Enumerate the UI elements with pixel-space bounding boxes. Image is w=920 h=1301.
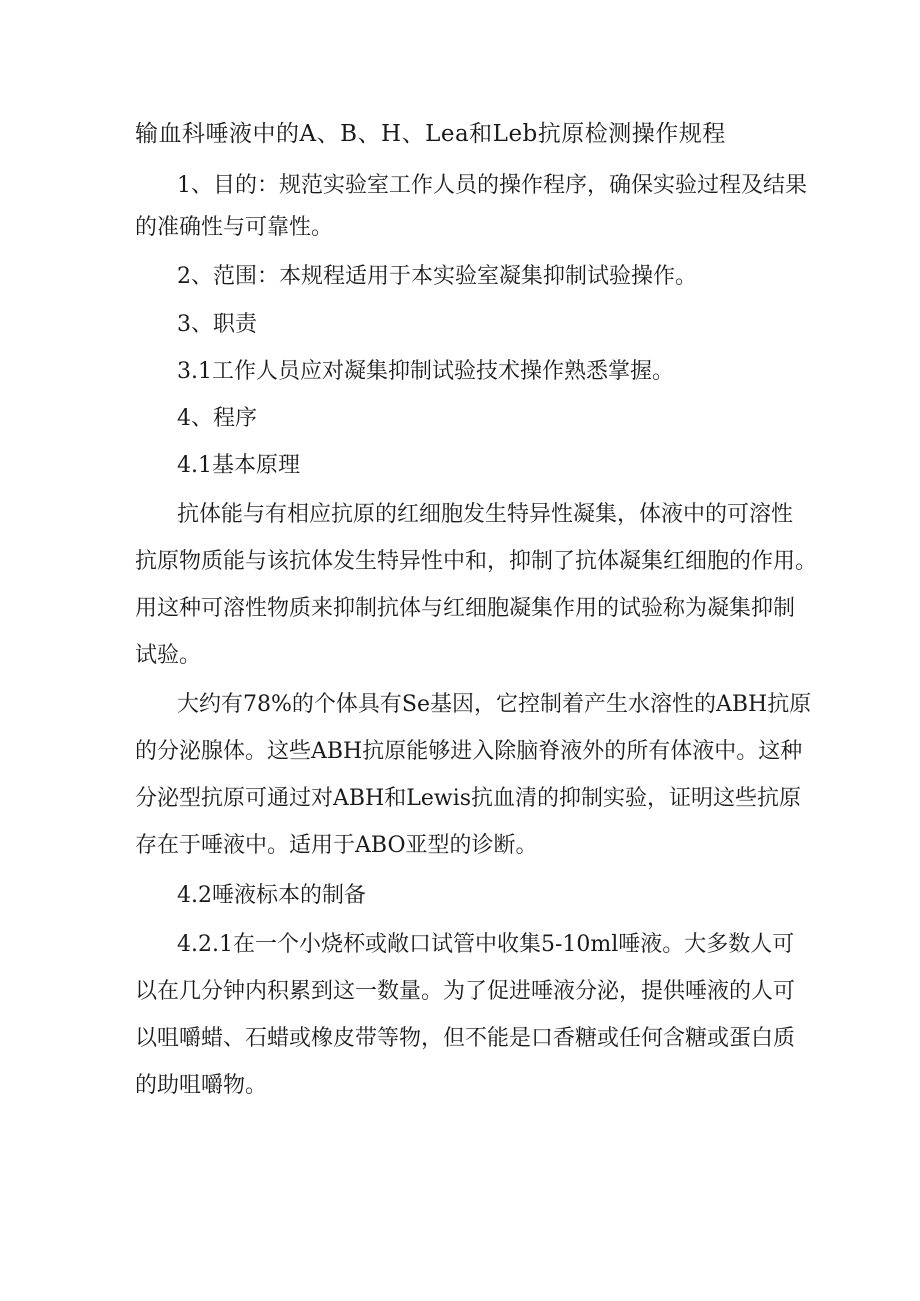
document-title: 输血科唾液中的A、B、H、Lea和Leb抗原检测操作规程 xyxy=(135,121,726,147)
scope-line: 2、范围：本规程适用于本实验室凝集抑制试验操作。 xyxy=(177,264,697,289)
secretor-line-4: 存在于唾液中。适用于ABO亚型的诊断。 xyxy=(135,833,538,858)
secretor-line-2: 的分泌腺体。这些ABH抗原能够进入除脑脊液外的所有体液中。这种 xyxy=(135,739,803,764)
purpose-line-2: 的准确性与可靠性。 xyxy=(135,215,334,240)
principle-line-2: 抗原物质能与该抗体发生特异性中和，抑制了抗体凝集红细胞的作用。 xyxy=(135,549,818,574)
principle-line-4: 试验。 xyxy=(135,643,202,668)
collection-line-2: 以在几分钟内积累到这一数量。为了促进唾液分泌，提供唾液的人可 xyxy=(135,979,796,1004)
purpose-line-1: 1、目的：规范实验室工作人员的操作程序，确保实验过程及结果 xyxy=(177,173,807,198)
procedure-heading: 4、程序 xyxy=(177,406,257,431)
secretor-line-1: 大约有78%的个体具有Se基因，它控制着产生水溶性的ABH抗原 xyxy=(177,692,812,717)
collection-line-1: 4.2.1在一个小烧杯或敞口试管中收集5-10ml唾液。大多数人可 xyxy=(177,932,795,957)
secretor-line-3: 分泌型抗原可通过对ABH和Lewis抗血清的抑制实验，证明这些抗原 xyxy=(135,786,802,811)
responsibility-item-3-1: 3.1工作人员应对凝集抑制试验技术操作熟悉掌握。 xyxy=(177,359,674,384)
responsibility-heading: 3、职责 xyxy=(177,312,257,337)
collection-line-4: 的助咀嚼物。 xyxy=(135,1073,268,1098)
principle-line-1: 抗体能与有相应抗原的红细胞发生特异性凝集，体液中的可溶性 xyxy=(177,502,794,527)
collection-line-3: 以咀嚼蜡、石蜡或橡皮带等物，但不能是口香糖或任何含糖或蛋白质 xyxy=(135,1026,796,1051)
section-4-2-heading: 4.2唾液标本的制备 xyxy=(177,883,366,908)
principle-line-3: 用这种可溶性物质来抑制抗体与红细胞凝集作用的试验称为凝集抑制 xyxy=(135,596,796,621)
section-4-1-heading: 4.1基本原理 xyxy=(177,453,300,478)
